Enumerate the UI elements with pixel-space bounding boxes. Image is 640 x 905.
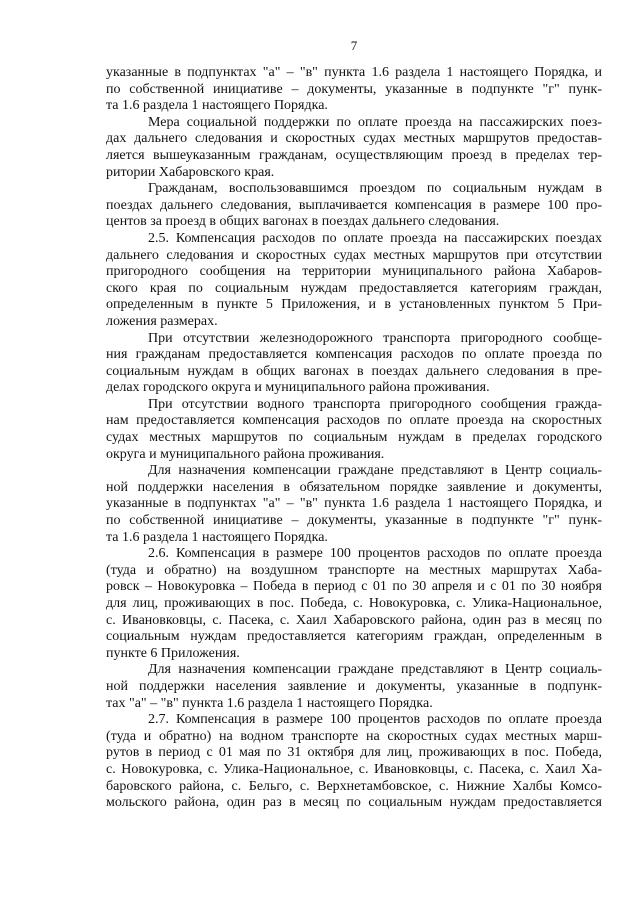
text-line: При отсутствии водного транспорта пригородного сообщения гражда-	[148, 396, 602, 412]
text-line: 2.6. Компенсация в размере 100 процентов расходов по оплате проезда	[148, 546, 602, 562]
text-line: баровского района, с. Бельго, с. Верхнетамбовское, с. Нижние Халбы Комсо-	[106, 778, 602, 794]
paragraph	[106, 397, 602, 463]
text-line: указанные в подпунктах "а" – "в" пункта 1.6 раздела 1 настоящего Порядка, и	[106, 496, 602, 512]
text-line: ной поддержки населения в обязательном порядке заявление и документы,	[106, 479, 602, 495]
text-line: социальным нуждам в общих вагонах в поездах дальнего следования в пре-	[106, 363, 602, 379]
text-line: указанные в подпунктах "а" – "в" пункта 1.6 раздела 1 настоящего Порядка, и	[106, 65, 602, 80]
document-body	[106, 65, 602, 812]
text-line: 2.7. Компенсация в размере 100 процентов расходов по оплате проезда	[148, 712, 602, 728]
paragraph	[106, 546, 602, 662]
paragraph	[106, 662, 602, 712]
text-line: ния гражданам предоставляется компенсация расходов по оплате проезда по	[106, 347, 602, 363]
text-line: поездах дальнего следования, выплачивается компенсация в размере 100 про-	[106, 197, 602, 213]
text-line: для лиц, проживающих в пос. Победа, с. Новокуровка, с. Улика-Национальное,	[106, 596, 602, 611]
text-line: делах городского округа и муниципального района проживания.	[106, 380, 490, 396]
text-line: ритории Хабаровского края.	[106, 164, 275, 180]
text-line: пункте 6 Приложения.	[106, 645, 240, 661]
text-line: (туда и обратно) на воздушном транспорте на местных маршрутах Хаба-	[106, 562, 602, 578]
text-line: с. Новокуровка, с. Улика-Национальное, с. Ивановковцы, с. Пасека, с. Хаил Ха-	[106, 761, 602, 777]
text-line: Мера социальной поддержки по оплате проезда на пассажирских поез-	[148, 114, 602, 130]
text-line: по собственной инициативе – документы, указанные в подпункте "г" пунк-	[106, 81, 602, 97]
text-line: мольского района, один раз в месяц по социальным нуждам предоставляется	[106, 795, 602, 811]
text-line: по собственной инициативе – документы, указанные в подпункте "г" пунк-	[106, 513, 602, 529]
text-line: с. Ивановковцы, с. Пасека, с. Хаил Хабаровского района, один раз в месяц по	[106, 612, 602, 628]
text-line: ложения размерах.	[106, 313, 218, 329]
text-line: ского края по социальным нуждам предоставляется категориям граждан,	[106, 280, 602, 296]
text-line: округа и муниципального района проживания.	[106, 446, 385, 462]
text-line: ляется вышеуказанным гражданам, осуществляющим проезд в пределах тер-	[106, 147, 602, 163]
text-line: нам предоставляется компенсация расходов по оплате проезда на скоростных	[106, 413, 602, 429]
text-line: ной поддержки населения заявление и документы, указанные в подпунк-	[106, 678, 602, 694]
text-line: та 1.6 раздела 1 настоящего Порядка.	[106, 98, 328, 114]
text-line: социальным нуждам предоставляется категориям граждан, определенным в	[106, 629, 602, 645]
paragraph	[106, 463, 602, 546]
text-line: Для назначения компенсации граждане представляют в Центр социаль-	[148, 463, 602, 479]
text-line: та 1.6 раздела 1 настоящего Порядка.	[106, 529, 328, 545]
text-line: центов за проезд в общих вагонах в поездах дальнего следования.	[106, 214, 500, 230]
text-line: дах дальнего следования и скоростных судах местных маршрутов предостав-	[106, 131, 602, 147]
text-line: Для назначения компенсации граждане представляют в Центр социаль-	[148, 662, 602, 678]
text-line: 2.5. Компенсация расходов по оплате проезда на пассажирских поездах	[148, 230, 602, 246]
text-line: пригородного сообщения на территории муниципального района Хабаров-	[106, 264, 602, 280]
paragraph	[106, 65, 602, 115]
paragraph	[106, 712, 602, 812]
paragraph	[106, 231, 602, 331]
text-line: рутов в период с 01 мая по 31 октября для лиц, проживающих в пос. Победа,	[106, 745, 602, 761]
text-line: При отсутствии железнодорожного транспорта пригородного сообще-	[148, 330, 602, 346]
text-line: дальнего следования и скоростных судах местных маршрутов при отсутствии	[106, 247, 602, 263]
text-line: судах местных маршрутов по социальным нуждам в пределах городского	[106, 430, 602, 446]
text-line: (туда и обратно) на водном транспорте на скоростных судах местных марш-	[106, 728, 602, 744]
text-line: тах "а" – "в" пункта 1.6 раздела 1 настоящего Порядка.	[106, 695, 433, 711]
text-line: Гражданам, воспользовавшимся проездом по социальным нуждам в	[148, 181, 602, 197]
paragraph	[106, 181, 602, 231]
paragraph	[106, 115, 602, 181]
text-line: определенным в пункте 5 Приложения, и в установленных пунктом 5 При-	[106, 297, 602, 313]
page-number: 7	[350, 38, 358, 53]
text-line: ровск – Новокуровка – Победа в период с 01 по 30 апреля и с 01 по 30 ноября	[106, 579, 602, 595]
paragraph	[106, 331, 602, 397]
